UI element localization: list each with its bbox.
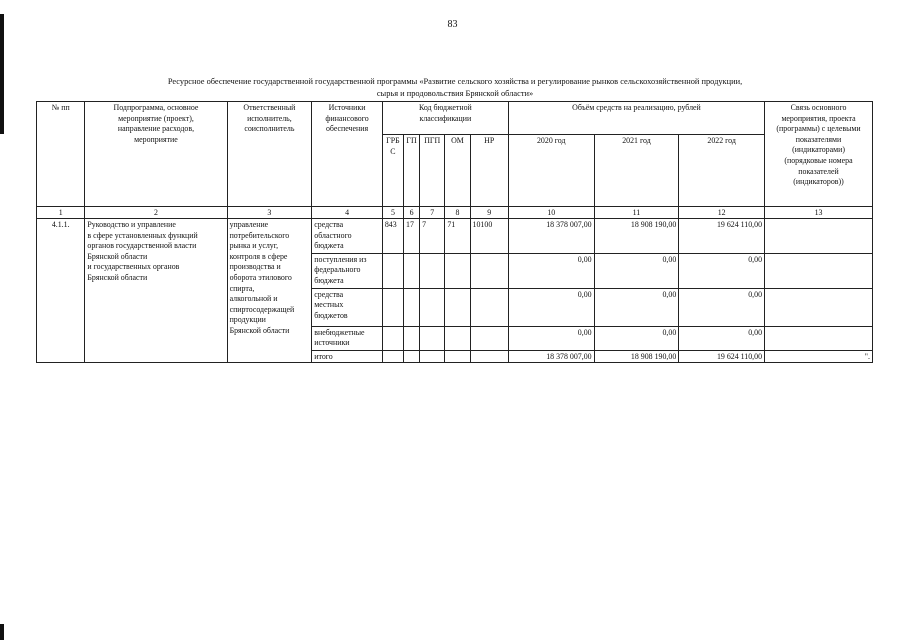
resource-table bbox=[36, 101, 873, 363]
scan-edge-mark-top bbox=[0, 14, 4, 134]
link-cell bbox=[765, 219, 873, 254]
source-cell: внебюджетные источники bbox=[312, 326, 383, 350]
grbs-cell bbox=[382, 326, 403, 350]
header-np: НР bbox=[470, 135, 508, 207]
pgp-cell bbox=[420, 288, 445, 326]
amount-2021-cell: 18 908 190,00 bbox=[594, 219, 679, 254]
om-cell bbox=[445, 253, 470, 288]
gp-cell bbox=[404, 253, 420, 288]
header-2021: 2021 год bbox=[594, 135, 679, 207]
entry-number: 4.1.1. bbox=[37, 219, 85, 363]
column-number: 9 bbox=[470, 207, 508, 219]
np-cell bbox=[470, 350, 508, 362]
np-cell bbox=[470, 288, 508, 326]
pgp-cell bbox=[420, 350, 445, 362]
column-number: 2 bbox=[85, 207, 227, 219]
column-number: 6 bbox=[404, 207, 420, 219]
pgp-cell bbox=[420, 326, 445, 350]
scan-edge-mark-bottom bbox=[0, 624, 4, 640]
amount-2020-cell: 18 378 007,00 bbox=[508, 219, 594, 254]
column-number: 8 bbox=[445, 207, 470, 219]
column-number: 5 bbox=[382, 207, 403, 219]
om-cell: 71 bbox=[445, 219, 470, 254]
np-cell bbox=[470, 253, 508, 288]
om-cell bbox=[445, 350, 470, 362]
header-volume: Объём средств на реализацию, рублей bbox=[508, 102, 764, 135]
header-subprogram: Подпрограмма, основное мероприятие (проект), направление расходов, мероприятие bbox=[85, 102, 227, 207]
np-cell: 10100 bbox=[470, 219, 508, 254]
om-cell bbox=[445, 326, 470, 350]
total-label: итого bbox=[312, 350, 383, 362]
column-number: 12 bbox=[679, 207, 765, 219]
column-number: 4 bbox=[312, 207, 383, 219]
source-cell: средства областного бюджета bbox=[312, 219, 383, 254]
total-2020-cell: 18 378 007,00 bbox=[508, 350, 594, 362]
document-title-line-2: сырья и продовольствия Брянской области» bbox=[376, 88, 534, 98]
grbs-cell bbox=[382, 253, 403, 288]
amount-2022-cell: 19 624 110,00 bbox=[679, 219, 765, 254]
amount-2022-cell: 0,00 bbox=[679, 253, 765, 288]
grbs-cell: 843 bbox=[382, 219, 403, 254]
header-pgp: ПГП bbox=[420, 135, 445, 207]
entry-name: Руководство и управление в сфере установленных функций органов государственной власти Брянской области и государственных органов Брянской области bbox=[85, 219, 227, 363]
column-number: 11 bbox=[594, 207, 679, 219]
closing-quote: ". bbox=[765, 350, 873, 362]
header-responsible: Ответственный исполнитель, соисполнитель bbox=[227, 102, 312, 207]
total-2021-cell: 18 908 190,00 bbox=[594, 350, 679, 362]
header-budget-code: Код бюджетной классификации bbox=[382, 102, 508, 135]
gp-cell bbox=[404, 350, 420, 362]
entry-responsible: управление потребительского рынка и услуг, контроля в сфере производства и оборота этилового спирта, алкогольной и спиртосодержащей продукции Брянской области bbox=[227, 219, 312, 351]
amount-2020-cell: 0,00 bbox=[508, 326, 594, 350]
column-number-row bbox=[37, 207, 873, 219]
gp-cell bbox=[404, 288, 420, 326]
header-2022: 2022 год bbox=[679, 135, 765, 207]
gp-cell bbox=[404, 326, 420, 350]
amount-2020-cell: 0,00 bbox=[508, 288, 594, 326]
amount-2020-cell: 0,00 bbox=[508, 253, 594, 288]
document-title bbox=[60, 76, 850, 99]
column-number: 1 bbox=[37, 207, 85, 219]
header-sources: Источники финансового обеспечения bbox=[312, 102, 383, 207]
header-om: ОМ bbox=[445, 135, 470, 207]
amount-2021-cell: 0,00 bbox=[594, 253, 679, 288]
header-grbs: ГРБ С bbox=[382, 135, 403, 207]
amount-2022-cell: 0,00 bbox=[679, 326, 765, 350]
column-number: 13 bbox=[765, 207, 873, 219]
om-cell bbox=[445, 288, 470, 326]
amount-2021-cell: 0,00 bbox=[594, 326, 679, 350]
source-cell: средства местных бюджетов bbox=[312, 288, 383, 326]
np-cell bbox=[470, 326, 508, 350]
column-number: 3 bbox=[227, 207, 312, 219]
header-num: № пп bbox=[37, 102, 85, 207]
column-number: 7 bbox=[420, 207, 445, 219]
source-cell: поступления из федерального бюджета bbox=[312, 253, 383, 288]
header-gp: ГП bbox=[404, 135, 420, 207]
table-row bbox=[37, 219, 873, 254]
document-title-line-1: Ресурсное обеспечение государственной государственной программы «Развитие сельского хозяйства и регулирование рынков сельскохозяйственной продукции, bbox=[167, 77, 743, 86]
pgp-cell: 7 bbox=[420, 219, 445, 254]
grbs-cell bbox=[382, 350, 403, 362]
header-2020: 2020 год bbox=[508, 135, 594, 207]
column-number: 10 bbox=[508, 207, 594, 219]
header-link: Связь основного мероприятия, проекта (программы) с целевыми показателями (индикаторами) (порядковые номера показателей (индикаторов)) bbox=[765, 102, 873, 207]
link-cell bbox=[765, 253, 873, 288]
gp-cell: 17 bbox=[404, 219, 420, 254]
grbs-cell bbox=[382, 288, 403, 326]
link-cell bbox=[765, 326, 873, 350]
link-cell bbox=[765, 288, 873, 326]
amount-2021-cell: 0,00 bbox=[594, 288, 679, 326]
pgp-cell bbox=[420, 253, 445, 288]
responsible-continuation-cell bbox=[227, 350, 312, 362]
amount-2022-cell: 0,00 bbox=[679, 288, 765, 326]
header-row-1 bbox=[37, 102, 873, 135]
total-2022-cell: 19 624 110,00 bbox=[679, 350, 765, 362]
page-number: 83 bbox=[447, 19, 458, 30]
